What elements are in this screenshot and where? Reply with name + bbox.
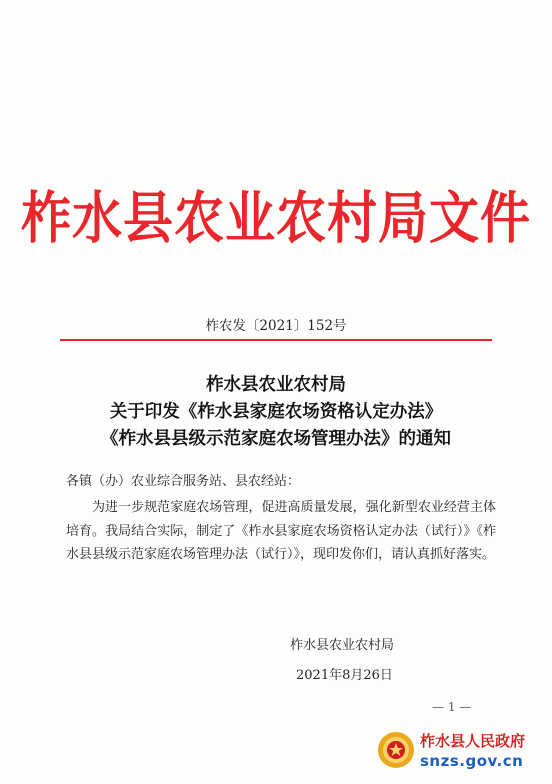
notice-title-line-1: 柞水县农业农村局 [206,375,346,395]
red-divider-line [60,339,492,341]
body-paragraph: 为进一步规范家庭农场管理，促进高质量发展，强化新型农业经营主体培育。我局结合实际，制定了《柞水县家庭农场资格认定办法（试行）》《柞水县县级示范家庭农场管理办法（试行）》，现印发你们，请认真抓好落实。 [66,500,496,562]
watermark-site-name: 柞水县人民政府 [420,732,526,750]
page-number: — 1 — [432,700,472,714]
issuer-signature: 柞水县农业农村局 [290,638,395,653]
notice-title [0,372,552,453]
salutation: 各镇（办）农业综合服务站、县农经站： [66,474,301,489]
site-watermark [372,724,548,776]
document-header-title: 柞水县农业农村局文件 [21,184,531,251]
government-emblem-icon [376,730,416,770]
issue-date: 2021年8月26日 [296,668,393,683]
watermark-url: snzs.gov.cn [420,752,524,770]
notice-body [66,496,496,567]
notice-title-line-3: 《柞水县县级示范家庭农场管理办法》的通知 [101,429,451,449]
document-number: 柞农发〔2021〕152号 [205,318,347,334]
notice-title-line-2: 关于印发《柞水县家庭农场资格认定办法》 [109,402,443,422]
